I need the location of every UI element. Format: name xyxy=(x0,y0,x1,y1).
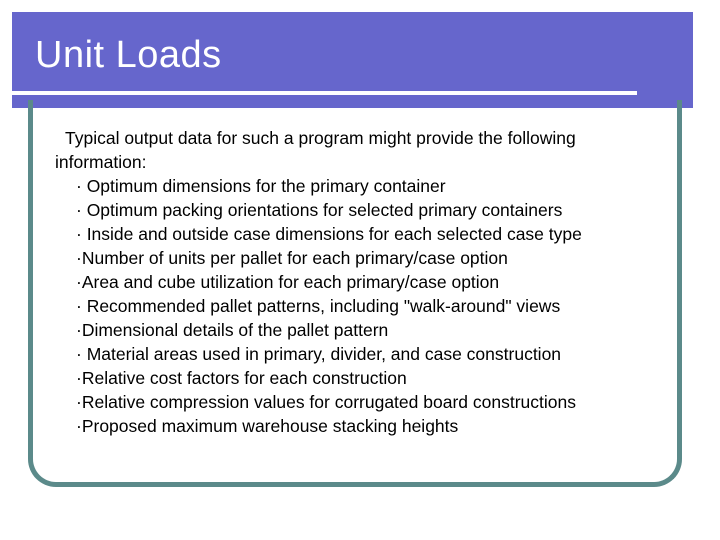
list-item: ·Relative cost factors for each construction xyxy=(76,368,407,388)
list-item: · Optimum dimensions for the primary container xyxy=(76,176,446,196)
list-item: ·Area and cube utilization for each primary/case option xyxy=(76,272,500,292)
list-item: ·Dimensional details of the pallet pattern xyxy=(76,320,389,340)
list-item: ·Relative compression values for corrugated board constructions xyxy=(76,392,576,412)
list-item: · Inside and outside case dimensions for each selected case type xyxy=(76,224,582,244)
title-underline xyxy=(12,91,637,95)
list-item: · Recommended pallet patterns, including "walk-around" views xyxy=(76,296,561,316)
intro-line-2: information: xyxy=(55,152,147,172)
slide-title: Unit Loads xyxy=(35,34,222,76)
list-item: · Optimum packing orientations for selected primary containers xyxy=(76,200,563,220)
slide-body xyxy=(55,126,675,438)
list-item: · Material areas used in primary, divider, and case construction xyxy=(76,344,562,364)
list-item: ·Number of units per pallet for each primary/case option xyxy=(76,248,508,268)
intro-line-1: Typical output data for such a program might provide the following xyxy=(65,128,576,148)
list-item: ·Proposed maximum warehouse stacking heights xyxy=(76,416,459,436)
